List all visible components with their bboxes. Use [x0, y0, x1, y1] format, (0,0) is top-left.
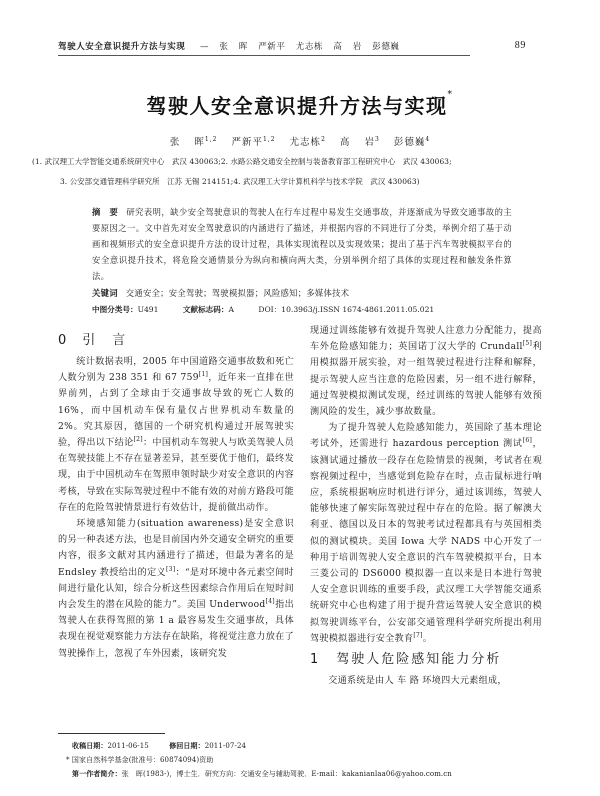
author-bio-label: 第一作者简介：	[72, 769, 122, 778]
page-number: 89	[514, 40, 526, 51]
classification-line	[92, 302, 512, 317]
section-title: 驾驶人危险感知能力分析	[336, 652, 502, 668]
doc-code-value: A	[228, 305, 234, 314]
section-title: 引 言	[82, 333, 128, 348]
section-heading-1	[310, 650, 542, 670]
running-head-authors: — 张 晖 严新平 尤志栋 高 岩 彭德巍	[200, 42, 400, 52]
citation: [7]	[413, 631, 423, 639]
citation: [4]	[265, 598, 275, 606]
abstract-text: 研究表明，缺少安全驾驶意识的驾驶人在行车过程中易发生交通事故，并逐渐成为导致交通事故的主要原因之一。文中首先对安全驾驶意识的内涵进行了描述，并根据内容的不同进行了分类，举例介绍了基于动画和视频形式的安全意识提升方法的设计过程，具体实现流程以及实现效果；提出了基于汽车驾驶模拟平台的安全意识提升技术，将危险交通情景分为纵向和横向两大类，分别举例介绍了具体的实现过程和触发条件算法。	[92, 207, 512, 281]
title-footnote-mark: *	[447, 90, 454, 100]
citation: [3]	[166, 565, 176, 573]
doi: DOI：10.3963/j.ISSN 1674-4861.2011.05.021	[258, 305, 435, 314]
body-column-right	[310, 323, 542, 765]
clc-label: 中图分类号：	[92, 305, 138, 314]
section-number: 0	[58, 333, 69, 348]
author: 张 晖$^{1,2}$	[169, 135, 218, 148]
author: 严新平$^{1,2}$	[231, 135, 276, 148]
paragraph: 现通过训练能够有效提升驾驶人注意力分配能力，提高车外危险感知能力；英国诺丁汉大学的 Crundall[5]利用模拟器开展实验，对一组驾驶过程进行注释和解释，提示驾驶人应当注意的危险因素，另一组不进行解释，通过驾驶模拟测试发现，经过训练的驾驶人能够有效预测风险的发生，减少事故数量。	[310, 326, 542, 418]
front-matter	[92, 204, 512, 317]
abstract-label: 摘 要	[92, 207, 119, 217]
revised-label: 修回日期：	[169, 741, 205, 750]
running-head	[58, 40, 544, 54]
citation: [2]	[133, 435, 143, 443]
paragraph: 环境感知能力(situation awareness)是安全意识的另一种表述方法，也是目前国内外交通安全研究的重要内容，很多文献对其内涵进行了描述，但最为著名的是 Endsley 教授给出的定义[3]：“是对环境中各元素空间时间进行量化认知，综合分析这些因素综合作用后在短时间内会发生的潜在风险的能力”。美国 Underwood[4]指出驾驶人在获得驾照的第 1 a 最容易发生交通事故，具体表现在视觉观察能力方法存在缺陷，将视觉注意力放在了驾驶操作上，忽视了车外因素，该研究发	[58, 519, 294, 659]
paragraph: 统计数据表明，2005 年中国道路交通事故数和死亡人数分别为 238 351 和 67 759[1]，近年来一直排在世界前列，占到了全球由于交通事故导致的死亡人数的 16%，而中国机动车保有量仅占世界机动车数量的 2%。究其原因，德国的一个研究机构通过开展驾驶实验，得出以下结论[2]：中国机动车驾驶人与欧美驾驶人员在驾驶技能上不存在显著差异，甚至要优于他们，最终发现，由于中国机动车在驾照申领时缺少对安全意识的内容考核，导致在实际驾驶过程中不能有效的对前方路段可能存在的危险驾驶情景进行有效估计，提前做出动作。	[58, 357, 294, 513]
running-head-title: 驾驶人安全意识提升方法与实现	[58, 42, 186, 52]
abstract	[92, 204, 512, 284]
author: 高 岩$^3$	[339, 135, 380, 148]
keywords-text: 交通安全；安全驾驶；驾驶模拟器；风险感知；多媒体技术	[125, 288, 350, 298]
citation: [6]	[522, 437, 533, 445]
keywords	[92, 285, 512, 301]
received-label: 收稿日期：	[72, 741, 108, 750]
citation: [1]	[198, 371, 209, 379]
footnote-dates	[58, 739, 308, 753]
article-title-text: 驾驶人安全意识提升方法与实现	[146, 94, 448, 118]
revised-date: 2011-07-24	[204, 742, 247, 750]
footnote-author	[58, 767, 578, 781]
author: 尤志栋$^2$	[289, 135, 326, 148]
section-number: 1	[310, 652, 321, 668]
affiliations-line-1: (1. 武汉理工大学智能交通系统研究中心 武汉 430063;2. 水路公路交通安全控制与装备教育部工程研究中心 武汉 430063;	[32, 157, 452, 166]
author: 彭德巍$^4$	[393, 135, 431, 148]
body-column-left	[58, 354, 294, 722]
author-list	[0, 134, 600, 148]
footnote-rule	[58, 733, 165, 734]
citation: [5]	[522, 340, 533, 348]
paragraph: 为了提升驾驶人危险感知能力，英国除了基本理论考试外，还需进行 hazardous perception 测试[6]，该测试通过播放一段存在危险情景的视频，考试者在观察视频过程中，当感觉到危险存在时，点击鼠标进行响应，系统根据响应时机进行评分，通过该训练，驾驶人能够快速了解实际驾驶过程中存在的危险。据了解澳大利亚、德国以及日本的驾驶考试过程都具有与英国相类似的测试模块。美国 Iowa 大学 NADS 中心开发了一种用于培训驾驶人安全意识的汽车驾驶模拟平台，日本三菱公司的 DS6000 模拟器一直以来是日本进行驾驶人安全意识训练的重要手段，武汉理工大学智能交通系统研究中心也构建了用于提升营运驾驶人安全意识的模拟驾驶训练平台，公安部交通管理科学研究所提出利用驾驶模拟器进行安全教育[7]。	[310, 423, 542, 644]
affiliations-line-2: 3. 公安部交通管理科学研究所 江苏 无锡 214151;4. 武汉理工大学计算机科学与技术学院 武汉 430063)	[60, 177, 420, 186]
keywords-label: 关键词	[92, 288, 118, 298]
article-title	[0, 90, 600, 119]
author-bio-text: 张 晖(1983-)，博士生．研究方向：交通安全与辅助驾驶．E-mail：kakanianlaa06@yahoo.com.cn	[121, 770, 452, 778]
clc-value: U491	[137, 305, 159, 314]
footnotes	[58, 739, 452, 781]
header-rule	[58, 55, 470, 56]
received-date: 2011-06-15	[107, 742, 149, 750]
doc-code-label: 文献标志码：	[182, 305, 229, 314]
paragraph: 交通系统是由人 车 路 环境四大元素组成，	[328, 676, 507, 687]
section-heading-intro	[58, 332, 127, 350]
footnote-fund: * 国家自然科学基金(批准号：60874094)资助	[66, 756, 214, 764]
